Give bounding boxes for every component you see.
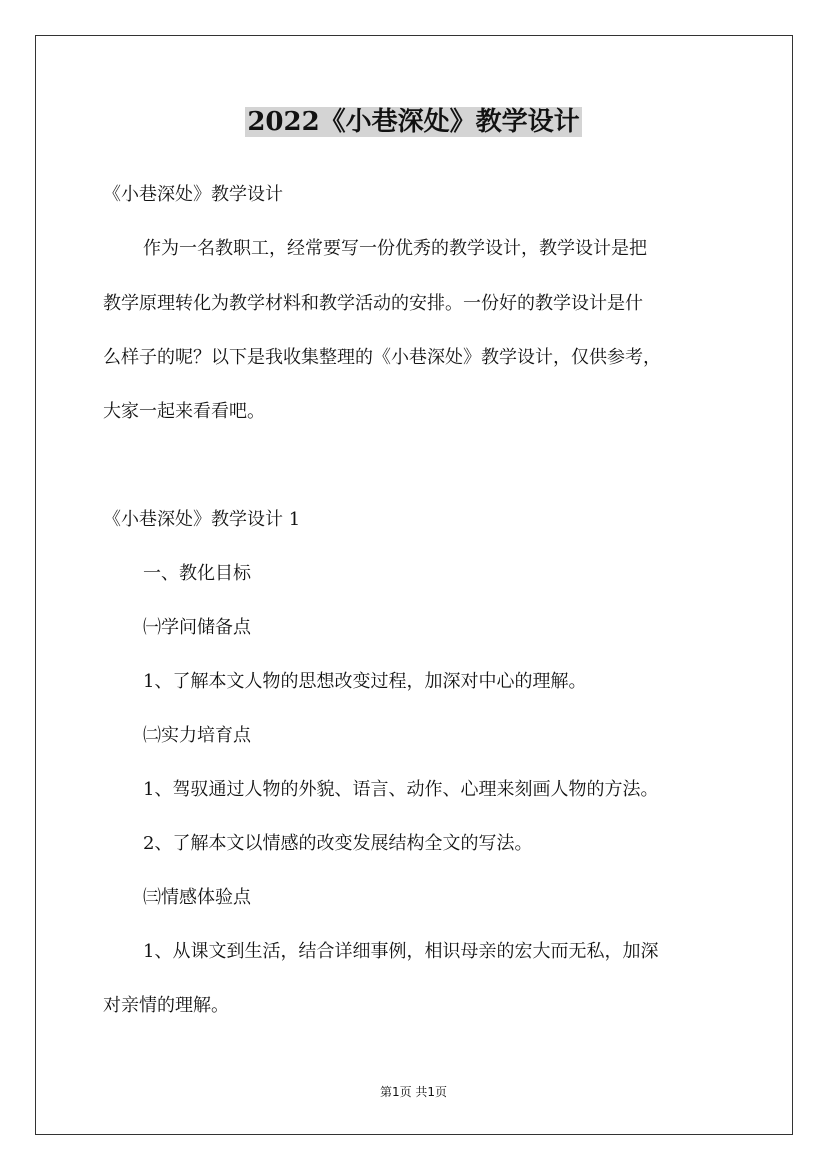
section-line-6: 2、了解本文以情感的改变发展结构全文的写法。 [143, 833, 533, 854]
section-line-3: 1、了解本文人物的思想改变过程，加深对中心的理解。 [143, 671, 587, 692]
section-line-2: ㈠学问储备点 [143, 617, 251, 638]
section-line-4: ㈡实力培育点 [143, 725, 251, 746]
intro-line-3: 么样子的呢？以下是我收集整理的《小巷深处》教学设计，仅供参考， [103, 347, 661, 368]
section-line-5: 1、驾驭通过人物的外貌、语言、动作、心理来刻画人物的方法。 [143, 779, 659, 800]
document-title [0, 104, 827, 140]
section-line-8: 1、从课文到生活，结合详细事例，相识母亲的宏大而无私，加深 [143, 941, 659, 962]
section-heading: 《小巷深处》教学设计 1 [103, 509, 301, 530]
intro-line-2: 教学原理转化为教学材料和教学活动的安排。一份好的教学设计是什 [103, 293, 643, 314]
intro-line-4: 大家一起来看看吧。 [103, 401, 265, 422]
document-subtitle: 《小巷深处》教学设计 [103, 184, 283, 205]
intro-line-1: 作为一名教职工，经常要写一份优秀的教学设计，教学设计是把 [143, 238, 647, 259]
section-line-7: ㈢情感体验点 [143, 887, 251, 908]
section-line-1: 一、教化目标 [143, 563, 251, 584]
page-footer: 第1页 共1页 [379, 1085, 448, 1099]
section-line-9: 对亲情的理解。 [103, 995, 229, 1016]
document-title-text: 2022《小巷深处》教学设计 [247, 107, 580, 137]
